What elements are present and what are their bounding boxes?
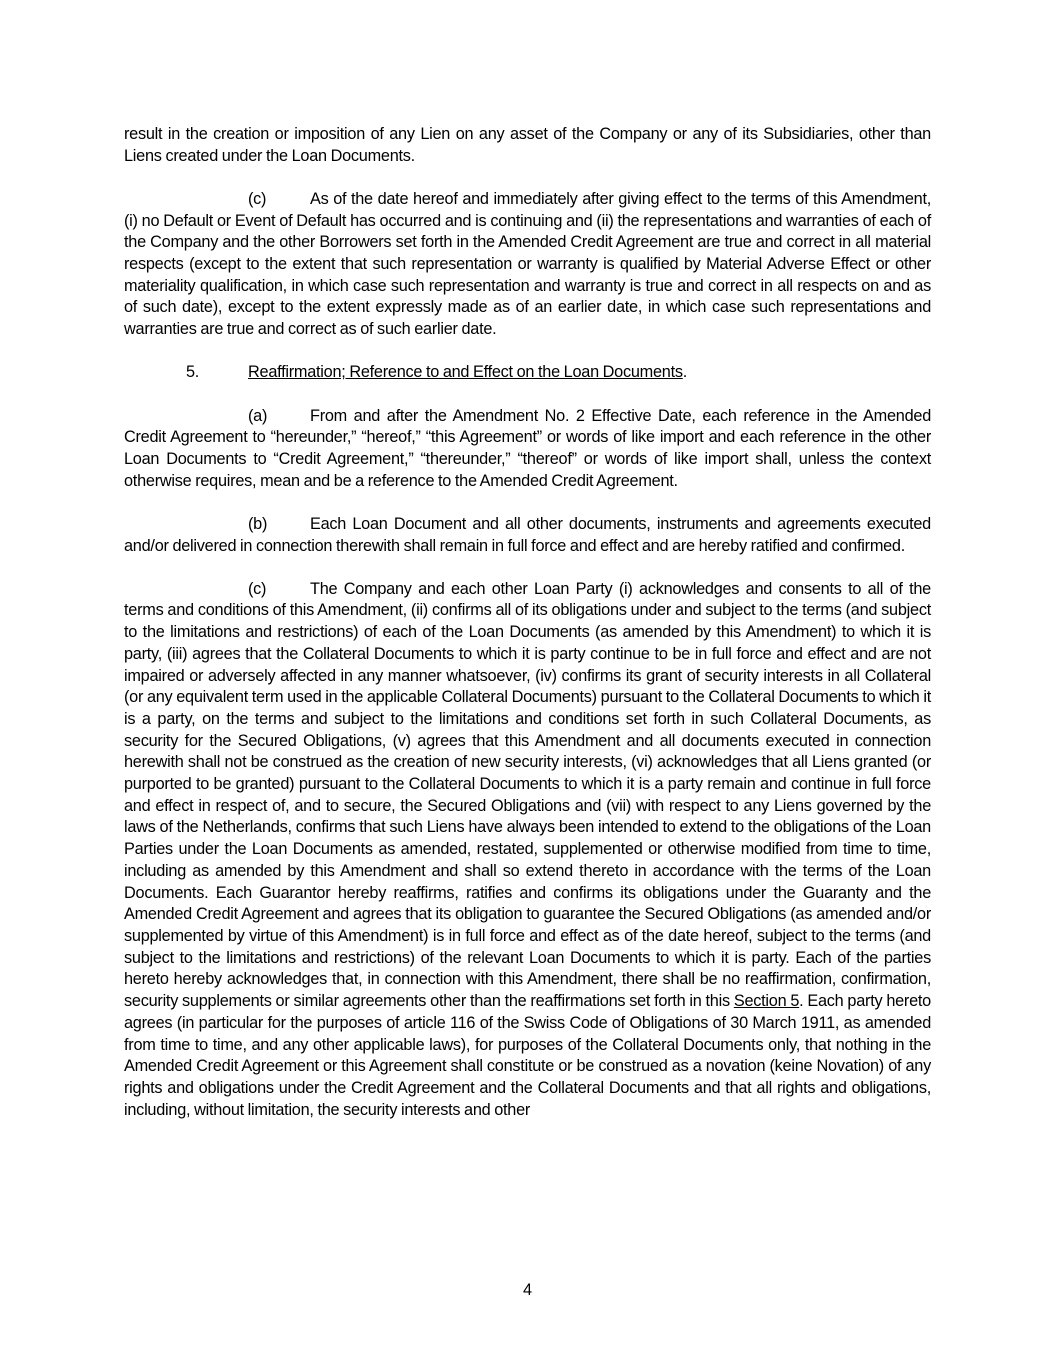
- paragraph-marker: (a): [248, 406, 268, 425]
- paragraph-text: From and after the Amendment No. 2 Effective Date, each reference in the Amended Credit Agreement to “hereunder,” “hereof,” “this Agreement” or words of like import and each reference in the other Loan Documents to “Credit Agreement,” “thereunder,” “thereof” or words of like import shall, unless the context otherwise requires, mean and be a reference to the Amended Credit Agreement.: [124, 406, 931, 490]
- section-5-heading: [124, 362, 931, 384]
- paragraph-text: As of the date hereof and immediately after giving effect to the terms of this Amendment, (i) no Default or Event of Default has occurred and is continuing and (ii) the representations and warranties of each of the Company and the other Borrowers set forth in the Amended Credit Agreement are true and correct in all material respects (except to the extent that such representation or warranty is qualified by Material Adverse Effect or other materiality qualification, in which case such representation and warranty is true and correct in all respects on and as of such date), except to the extent expressly made as of an earlier date, in which case such representations and warranties are true and correct as of such earlier date.: [124, 189, 931, 339]
- paragraph-text: The Company and each other Loan Party (i) acknowledges and consents to all of the terms and conditions of this Amendment, (ii) confirms all of its obligations under and subject to the terms (and subject to the limitations and restrictions) of each of the Loan Documents (as amended by this Amendment) to which it is party, (iii) agrees that the Collateral Documents to which it is party continue to be in full force and effect and are not impaired or adversely affected in any manner whatsoever, (iv) confirms its grant of security interests in all Collateral (or any equivalent term used in the applicable Collateral Documents) pursuant to the Collateral Documents to which it is a party, on the terms and subject to the limitations and conditions set forth in such Collateral Documents, as security for the Secured Obligations, (v) agrees that this Amendment and all documents executed in connection herewith shall not be construed as the creation of new security interests, (vi) acknowledges that all Liens granted (or purported to be granted) pursuant to the Collateral Documents to which it is a party remain and continue in full force and effect in respect of, and to secure, the Secured Obligations and (vii) with respect to any Liens governed by the laws of the Netherlands, confirms that such Liens have always been intended to extend to the obligations of the Loan Parties under the Loan Documents as amended, restated, supplemented or otherwise modified from time to time, including as amended by this Amendment and shall so extend thereto in accordance with the terms of the Loan Documents. Each Guarantor hereby reaffirms, ratifies and confirms its obligations under the Guaranty and the Amended Credit Agreement and agrees that its obligation to guarantee the Secured Obligations (as amended and/or supplemented by virtue of this Amendment) is in full force and effect as of the date hereof, subject to the terms (and subject to the limitations and restrictions) of the relevant Loan Documents to which it is party. Each of the parties hereto hereby acknowledges that, in connection with this Amendment, there shall be no reaffirmation, confirmation, security supplements or similar agreements other than the reaffirmations set forth in this: [124, 579, 931, 1011]
- paragraph-4c: [124, 189, 931, 341]
- section-title: Reaffirmation; Reference to and Effect on the Loan Documents: [248, 363, 683, 382]
- paragraph-text: Each Loan Document and all other documents, instruments and agreements executed and/or delivered in connection therewith shall remain in full force and effect and are hereby ratified and confirmed.: [124, 514, 931, 555]
- paragraph-5b: [124, 514, 931, 557]
- paragraph-5c: [124, 579, 931, 1122]
- section-5-cross-reference: Section 5: [733, 992, 800, 1011]
- paragraph-5a: [124, 406, 931, 493]
- page-number: 4: [522, 1281, 533, 1299]
- document-page: [124, 124, 931, 1143]
- section-number: 5.: [186, 363, 200, 382]
- continuation-paragraph: result in the creation or imposition of any Lien on any asset of the Company or any of its Subsidiaries, other than Liens created under the Loan Documents.: [124, 125, 931, 165]
- paragraph-marker: (b): [248, 514, 268, 533]
- paragraph-marker: (c): [248, 189, 267, 208]
- paragraph-text-continued: . Each party hereto agrees (in particular for the purposes of article 116 of the Swiss Code of Obligations of 30 March 1911, as amended from time to time, and any other applicable laws), for purposes of the Collateral Documents only, that nothing in the Amended Credit Agreement or this Agreement shall constitute or be construed as a novation (keine Novation) of any rights and obligations under the Credit Agreement and the Collateral Documents and that all rights and obligations, including, without limitation, the security interests and other: [124, 992, 931, 1119]
- paragraph-marker: (c): [248, 579, 267, 598]
- section-title-suffix: .: [682, 363, 688, 382]
